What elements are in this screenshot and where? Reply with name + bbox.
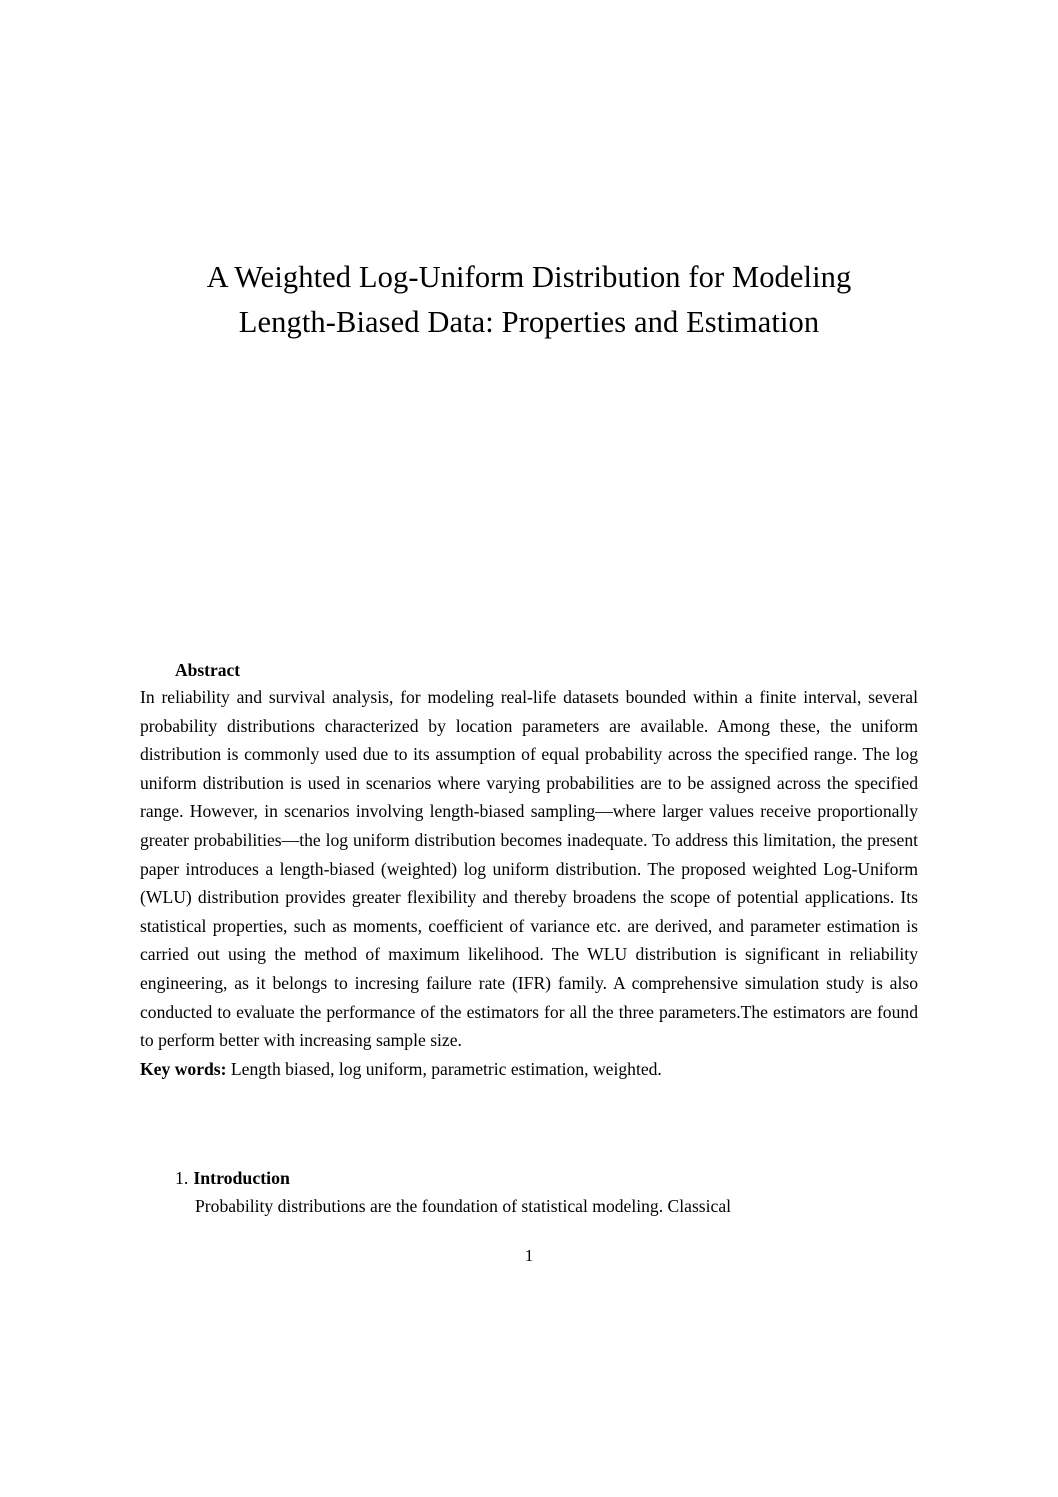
abstract-heading: Abstract [175,660,241,680]
paper-title [140,255,918,345]
introduction-section [140,1164,918,1221]
section-paragraph: Probability distributions are the foundation of statistical modeling. Classical [195,1196,732,1216]
abstract-block [140,660,918,1083]
title-line-2: Length-Biased Data: Properties and Estimation [238,305,820,339]
title-line-1: A Weighted Log-Uniform Distribution for Modeling [206,260,852,294]
abstract-text: In reliability and survival analysis, for modeling real-life datasets bounded within a finite interval, several probability distributions characterized by location parameters are available. Among these, the uniform distribution is commonly used due to its assumption of equal probability across the specified range. The log uniform distribution is used in scenarios where varying probabilities are to be assigned across the specified range. However, in scenarios involving length-biased sampling—where larger values receive proportionally greater probabilities—the log uniform distribution becomes inadequate. To address this limitation, the present paper introduces a length-biased (weighted) log uniform distribution. The proposed weighted Log-Uniform (WLU) distribution provides greater flexibility and thereby broadens the scope of potential applications. Its statistical properties, such as moments, coefficient of variance etc. are derived, and parameter estimation is carried out using the method of maximum likelihood. The WLU distribution is significant in reliability engineering, as it belongs to incresing failure rate (IFR) family. A comprehensive simulation study is also conducted to evaluate the performance of the estimators for all the three parameters.The estimators are found to perform better with increasing sample size. [140,687,918,1051]
section-heading [175,1164,918,1192]
page-number: 1 [524,1246,534,1265]
section-title: Introduction [193,1168,290,1188]
keywords-line [140,1055,918,1084]
keywords-label: Key words: [140,1058,227,1079]
section-number: 1. [175,1168,189,1188]
keywords-value: Length biased, log uniform, parametric estimation, weighted. [230,1058,662,1079]
